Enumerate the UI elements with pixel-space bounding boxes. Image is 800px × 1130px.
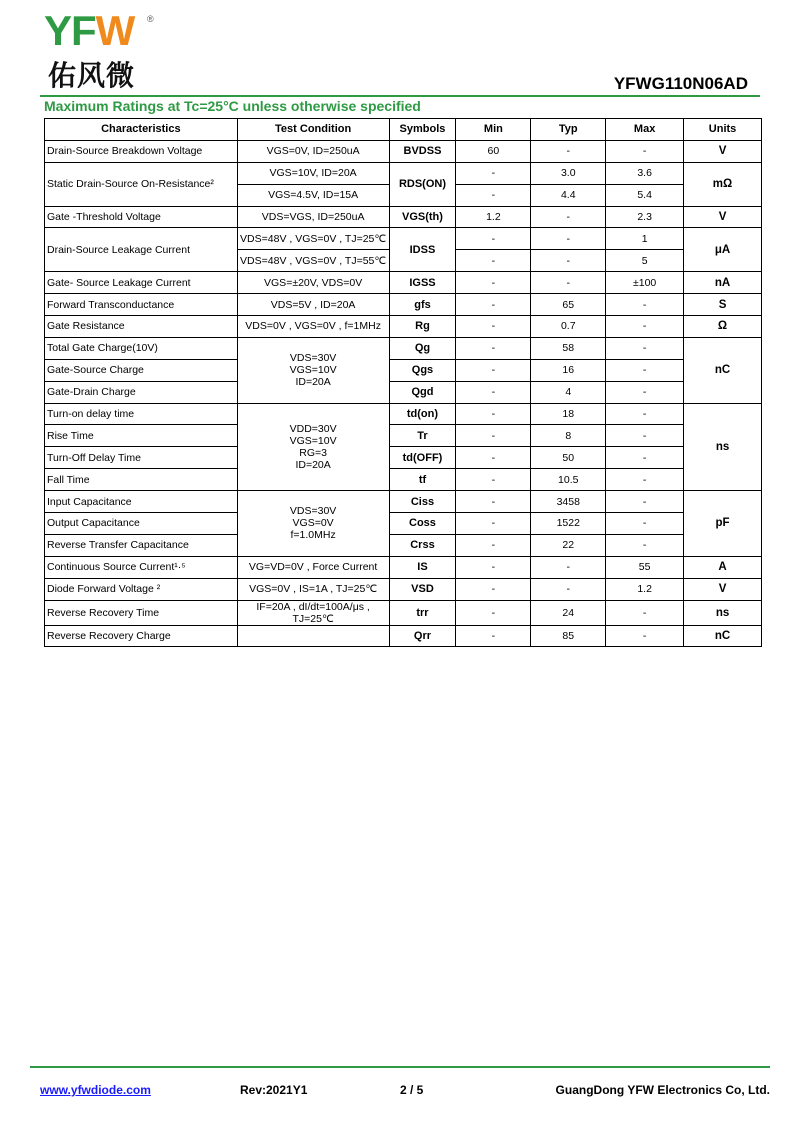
part-number: YFWG110N06AD — [613, 74, 748, 93]
cell-characteristic: Reverse Recovery Charge — [45, 625, 238, 647]
table-row — [45, 447, 762, 469]
cell-min-value: - — [456, 600, 531, 625]
table-row — [45, 272, 762, 294]
revision-label: Rev:2021Y1 — [240, 1083, 308, 1097]
cell-unit: V — [684, 206, 762, 228]
cell-min-value: - — [456, 447, 531, 469]
header-typ: Typ — [531, 119, 606, 141]
cell-unit: nC — [684, 625, 762, 647]
cell-min-value: - — [456, 381, 531, 403]
header-units: Units — [684, 119, 762, 141]
cell-min-value: - — [456, 316, 531, 338]
cell-characteristic: Reverse Recovery Time — [45, 600, 238, 625]
cell-max-value: ±100 — [606, 272, 684, 294]
table-row — [45, 206, 762, 228]
cell-test-condition — [237, 625, 389, 647]
cell-symbol: Ciss — [389, 491, 456, 513]
footer-divider — [30, 1066, 770, 1068]
cell-test-condition: VDS=48V , VGS=0V , TJ=55℃ — [237, 250, 389, 272]
cell-typ-value: 3458 — [531, 491, 606, 513]
cell-symbol: Qg — [389, 337, 456, 359]
cell-characteristic: Drain-Source Breakdown Voltage — [45, 140, 238, 162]
cell-min-value: - — [456, 425, 531, 447]
cell-test-condition: VDS=48V , VGS=0V , TJ=25℃ — [237, 228, 389, 250]
cell-characteristic: Static Drain-Source On-Resistance² — [45, 162, 238, 206]
cell-test-condition: VDS=0V , VGS=0V , f=1MHz — [237, 316, 389, 338]
cell-characteristic: Gate- Source Leakage Current — [45, 272, 238, 294]
cell-test-condition: VDD=30V VGS=10V RG=3 ID=20A — [237, 403, 389, 491]
cell-typ-value: 8 — [531, 425, 606, 447]
cell-characteristic: Input Capacitance — [45, 491, 238, 513]
ratings-table — [44, 118, 762, 647]
cell-typ-value: 65 — [531, 294, 606, 316]
cell-min-value: - — [456, 359, 531, 381]
logo-text: YFW — [44, 7, 135, 54]
cell-characteristic: Drain-Source Leakage Current — [45, 228, 238, 272]
ratings-table-body — [45, 140, 762, 647]
cell-symbol: Tr — [389, 425, 456, 447]
cell-typ-value: - — [531, 206, 606, 228]
header-min: Min — [456, 119, 531, 141]
cell-symbol: tf — [389, 469, 456, 491]
cell-unit: V — [684, 578, 762, 600]
cell-characteristic: Forward Transconductance — [45, 294, 238, 316]
cell-min-value: - — [456, 534, 531, 556]
cell-min-value: - — [456, 272, 531, 294]
table-row — [45, 337, 762, 359]
table-row — [45, 625, 762, 647]
cell-min-value: 1.2 — [456, 206, 531, 228]
table-row — [45, 534, 762, 556]
cell-max-value: - — [606, 469, 684, 491]
cell-characteristic: Gate Resistance — [45, 316, 238, 338]
cell-typ-value: - — [531, 556, 606, 578]
cell-min-value: - — [456, 625, 531, 647]
cell-unit: ns — [684, 403, 762, 491]
cell-unit: Ω — [684, 316, 762, 338]
cell-unit: A — [684, 556, 762, 578]
cell-symbol: td(OFF) — [389, 447, 456, 469]
cell-max-value: 5.4 — [606, 184, 684, 206]
cell-characteristic: Fall Time — [45, 469, 238, 491]
cell-characteristic: Total Gate Charge(10V) — [45, 337, 238, 359]
cell-test-condition: VGS=±20V, VDS=0V — [237, 272, 389, 294]
table-row — [45, 403, 762, 425]
cell-min-value: - — [456, 578, 531, 600]
company-name: GuangDong YFW Electronics Co, Ltd. — [555, 1083, 770, 1097]
table-row — [45, 425, 762, 447]
cell-min-value: - — [456, 250, 531, 272]
cell-typ-value: - — [531, 140, 606, 162]
cell-typ-value: 18 — [531, 403, 606, 425]
registered-mark: ® — [147, 14, 154, 24]
cell-test-condition: VG=VD=0V , Force Current — [237, 556, 389, 578]
cell-unit: ns — [684, 600, 762, 625]
cell-test-condition: VDS=30V VGS=0V f=1.0MHz — [237, 491, 389, 557]
header-max: Max — [606, 119, 684, 141]
logo-letters — [44, 7, 135, 54]
header-symbols: Symbols — [389, 119, 456, 141]
cell-typ-value: 0.7 — [531, 316, 606, 338]
cell-unit: V — [684, 140, 762, 162]
cell-test-condition: VDS=5V , ID=20A — [237, 294, 389, 316]
cell-typ-value: 16 — [531, 359, 606, 381]
cell-characteristic: Rise Time — [45, 425, 238, 447]
cell-symbol: BVDSS — [389, 140, 456, 162]
section-title: Maximum Ratings at Tc=25°C unless otherwise specified — [44, 98, 421, 114]
cell-characteristic: Turn-on delay time — [45, 403, 238, 425]
cell-max-value: - — [606, 359, 684, 381]
cell-max-value: - — [606, 316, 684, 338]
cell-symbol: td(on) — [389, 403, 456, 425]
cell-max-value: - — [606, 600, 684, 625]
cell-min-value: - — [456, 513, 531, 535]
cell-unit: S — [684, 294, 762, 316]
cell-min-value: - — [456, 184, 531, 206]
cell-characteristic: Turn-Off Delay Time — [45, 447, 238, 469]
cell-max-value: - — [606, 337, 684, 359]
cell-max-value: - — [606, 491, 684, 513]
cell-typ-value: 4.4 — [531, 184, 606, 206]
cell-max-value: - — [606, 534, 684, 556]
cell-min-value: 60 — [456, 140, 531, 162]
cell-symbol: Qgd — [389, 381, 456, 403]
cell-min-value: - — [456, 162, 531, 184]
table-row — [45, 316, 762, 338]
cell-typ-value: 1522 — [531, 513, 606, 535]
cell-typ-value: 4 — [531, 381, 606, 403]
cell-symbol: Qgs — [389, 359, 456, 381]
table-row — [45, 359, 762, 381]
logo-chinese-name: 佑风微 — [48, 59, 136, 92]
cell-typ-value: 85 — [531, 625, 606, 647]
cell-test-condition: VDS=VGS, ID=250uA — [237, 206, 389, 228]
table-row — [45, 600, 762, 625]
table-header-row — [45, 119, 762, 141]
cell-typ-value: 22 — [531, 534, 606, 556]
cell-unit: pF — [684, 491, 762, 557]
page-number: 2 / 5 — [400, 1083, 424, 1097]
table-row — [45, 162, 762, 184]
cell-max-value: 3.6 — [606, 162, 684, 184]
cell-max-value: 2.3 — [606, 206, 684, 228]
cell-symbol: Rg — [389, 316, 456, 338]
cell-symbol: Coss — [389, 513, 456, 535]
cell-unit: nC — [684, 337, 762, 403]
company-logo — [44, 7, 164, 96]
cell-symbol: gfs — [389, 294, 456, 316]
cell-max-value: - — [606, 425, 684, 447]
table-row — [45, 513, 762, 535]
cell-min-value: - — [456, 228, 531, 250]
table-row — [45, 578, 762, 600]
header-characteristics: Characteristics — [45, 119, 238, 141]
table-row — [45, 381, 762, 403]
cell-typ-value: 24 — [531, 600, 606, 625]
cell-symbol: IGSS — [389, 272, 456, 294]
cell-characteristic: Gate-Source Charge — [45, 359, 238, 381]
cell-max-value: 5 — [606, 250, 684, 272]
cell-characteristic: Reverse Transfer Capacitance — [45, 534, 238, 556]
table-row — [45, 294, 762, 316]
header-test-condition: Test Condition — [237, 119, 389, 141]
cell-min-value: - — [456, 491, 531, 513]
cell-max-value: - — [606, 381, 684, 403]
cell-characteristic: Gate -Threshold Voltage — [45, 206, 238, 228]
table-row — [45, 228, 762, 250]
cell-typ-value: 10.5 — [531, 469, 606, 491]
table-row — [45, 491, 762, 513]
cell-typ-value: 50 — [531, 447, 606, 469]
cell-min-value: - — [456, 556, 531, 578]
cell-max-value: 1.2 — [606, 578, 684, 600]
website-link[interactable]: www.yfwdiode.com — [40, 1083, 151, 1097]
cell-test-condition: VGS=0V , IS=1A , TJ=25℃ — [237, 578, 389, 600]
cell-symbol: RDS(ON) — [389, 162, 456, 206]
cell-test-condition: VGS=10V, ID=20A — [237, 162, 389, 184]
cell-typ-value: - — [531, 578, 606, 600]
cell-characteristic: Continuous Source Current¹·⁵ — [45, 556, 238, 578]
cell-min-value: - — [456, 337, 531, 359]
cell-max-value: - — [606, 294, 684, 316]
table-row — [45, 556, 762, 578]
cell-max-value: - — [606, 513, 684, 535]
cell-unit: μA — [684, 228, 762, 272]
cell-min-value: - — [456, 403, 531, 425]
cell-typ-value: - — [531, 228, 606, 250]
cell-max-value: - — [606, 403, 684, 425]
cell-test-condition: IF=20A , dI/dt=100A/μs , TJ=25℃ — [237, 600, 389, 625]
cell-symbol: trr — [389, 600, 456, 625]
cell-typ-value: - — [531, 250, 606, 272]
cell-test-condition: VGS=0V, ID=250uA — [237, 140, 389, 162]
cell-characteristic: Gate-Drain Charge — [45, 381, 238, 403]
cell-max-value: 55 — [606, 556, 684, 578]
cell-typ-value: 3.0 — [531, 162, 606, 184]
cell-symbol: Qrr — [389, 625, 456, 647]
cell-min-value: - — [456, 469, 531, 491]
cell-typ-value: 58 — [531, 337, 606, 359]
cell-min-value: - — [456, 294, 531, 316]
cell-max-value: - — [606, 447, 684, 469]
cell-max-value: - — [606, 625, 684, 647]
cell-typ-value: - — [531, 272, 606, 294]
cell-characteristic: Output Capacitance — [45, 513, 238, 535]
cell-max-value: 1 — [606, 228, 684, 250]
cell-unit: nA — [684, 272, 762, 294]
cell-symbol: VGS(th) — [389, 206, 456, 228]
cell-max-value: - — [606, 140, 684, 162]
cell-symbol: VSD — [389, 578, 456, 600]
cell-symbol: IS — [389, 556, 456, 578]
cell-test-condition: VGS=4.5V, ID=15A — [237, 184, 389, 206]
cell-test-condition: VDS=30V VGS=10V ID=20A — [237, 337, 389, 403]
table-row — [45, 469, 762, 491]
table-row — [45, 140, 762, 162]
cell-characteristic: Diode Forward Voltage ² — [45, 578, 238, 600]
header-divider — [40, 95, 760, 97]
cell-unit: mΩ — [684, 162, 762, 206]
cell-symbol: Crss — [389, 534, 456, 556]
cell-symbol: IDSS — [389, 228, 456, 272]
